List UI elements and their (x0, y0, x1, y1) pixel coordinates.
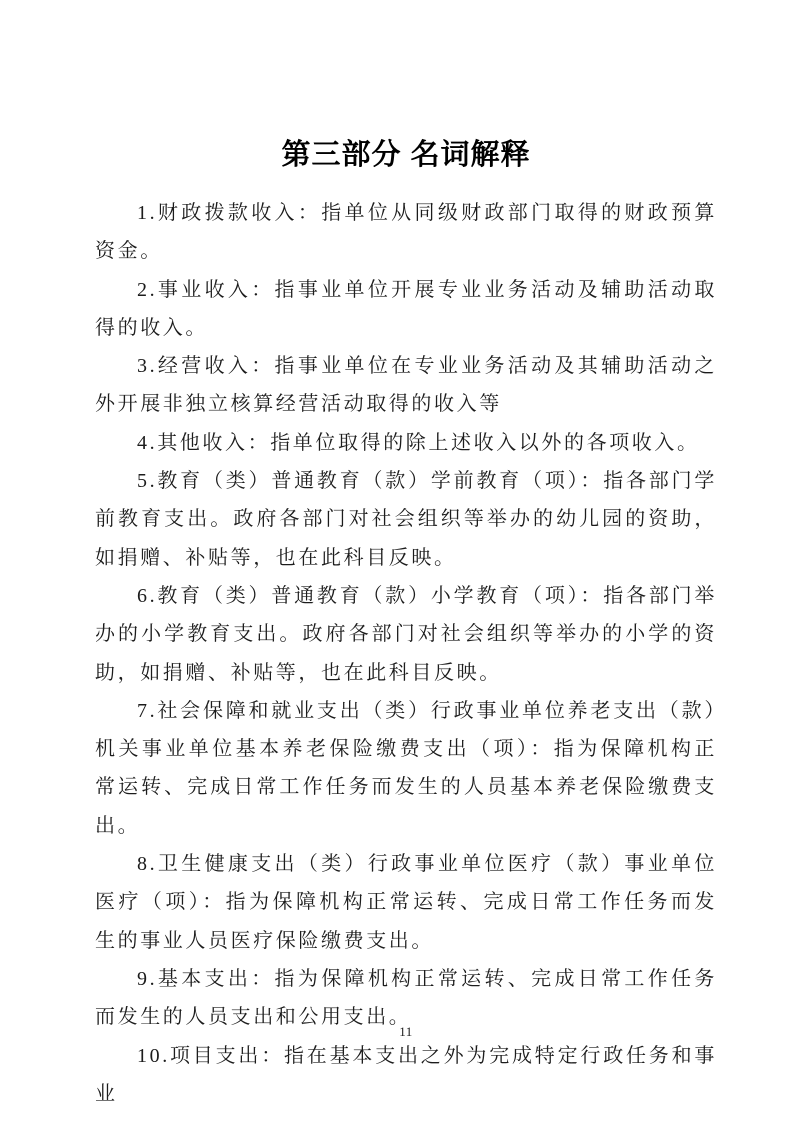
glossary-item-7: 7.社会保障和就业支出（类）行政事业单位养老支出（款）机关事业单位基本养老保险缴费支出（项）：指为保障机构正常运转、完成日常工作任务而发生的人员基本养老保险缴费支出。 (95, 699, 717, 837)
glossary-item-6: 6.教育（类）普通教育（款）小学教育（项）：指各部门举办的小学教育支出。政府各部门对社会组织等举办的小学的资助，如捐赠、补贴等，也在此科目反映。 (95, 584, 717, 684)
page-title: 第三部分 名词解释 (281, 139, 531, 171)
glossary-item-1: 1.财政拨款收入：指单位从同级财政部门取得的财政预算资金。 (95, 202, 717, 263)
glossary-item-5: 5.教育（类）普通教育（款）学前教育（项）：指各部门学前教育支出。政府各部门对社会组织等举办的幼儿园的资助，如捐赠、补贴等，也在此科目反映。 (95, 470, 717, 569)
glossary-item-3: 3.经营收入：指事业单位在专业业务活动及其辅助活动之外开展非独立核算经营活动取得的收入等 (95, 355, 717, 416)
page-number: 11 (399, 1024, 413, 1039)
document-content (95, 138, 717, 1113)
glossary-item-10: 10.项目支出：指在基本支出之外为完成特定行政任务和事业 (95, 1044, 717, 1105)
glossary-item-9: 9.基本支出：指为保障机构正常运转、完成日常工作任务而发生的人员支出和公用支出。 (95, 967, 717, 1029)
glossary-item-4: 4.其他收入：指单位取得的除上述收入以外的各项收入。 (137, 431, 700, 454)
glossary-item-2: 2.事业收入：指事业单位开展专业业务活动及辅助活动取得的收入。 (95, 278, 717, 339)
glossary-item-8: 8.卫生健康支出（类）行政事业单位医疗（款）事业单位医疗（项）：指为保障机构正常运转、完成日常工作任务而发生的事业人员医疗保险缴费支出。 (95, 853, 717, 952)
